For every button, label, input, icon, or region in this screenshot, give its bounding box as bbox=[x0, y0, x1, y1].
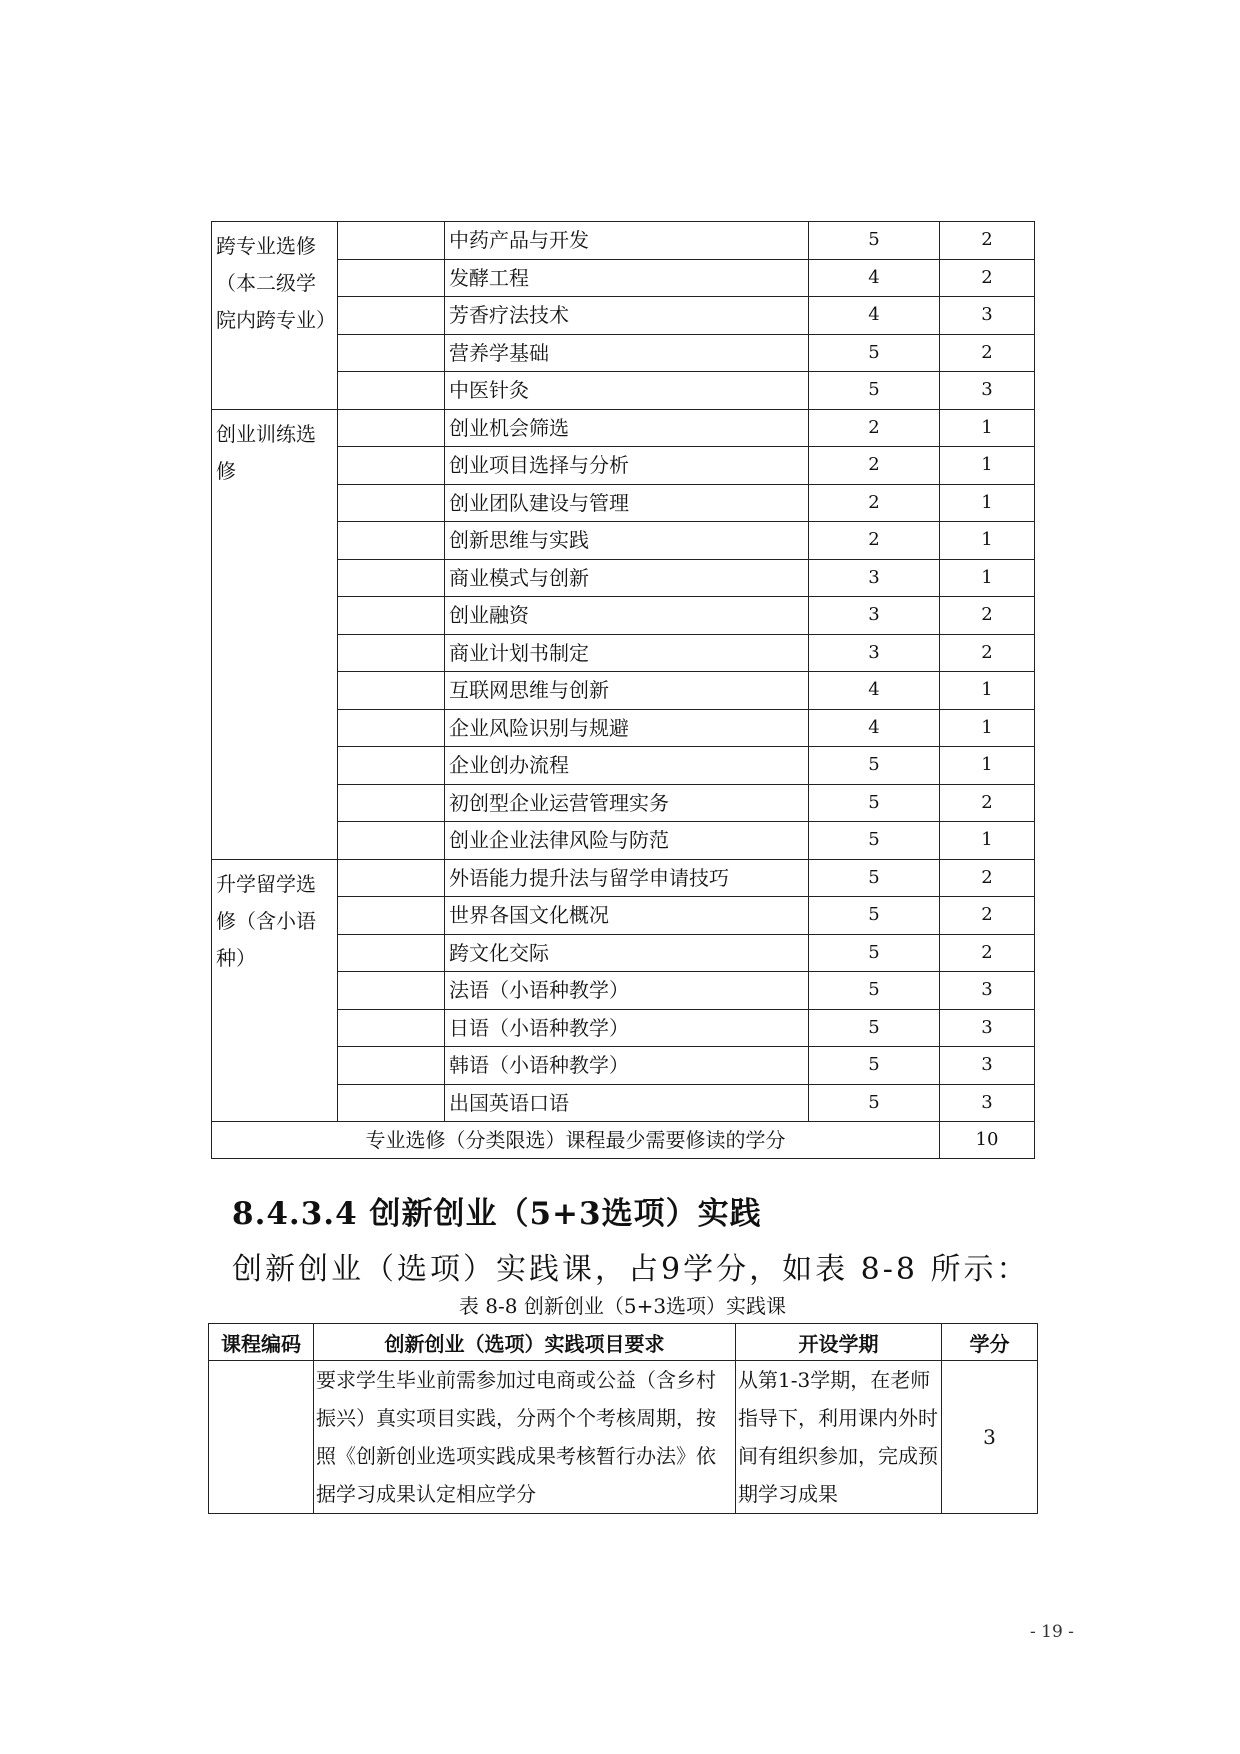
credits-cell: 3 bbox=[940, 1084, 1035, 1122]
course-table-body bbox=[212, 222, 1035, 1159]
total-label: 专业选修（分类限选）课程最少需要修读的学分 bbox=[212, 1122, 940, 1159]
course-name-cell: 创业融资 bbox=[445, 597, 809, 635]
term-cell: 4 bbox=[809, 297, 940, 335]
total-row bbox=[212, 1122, 1035, 1159]
category-cell: 跨专业选修（本二级学院内跨专业） bbox=[212, 222, 338, 410]
blank-cell bbox=[338, 784, 445, 822]
blank-cell bbox=[338, 447, 445, 485]
term-cell: 2 bbox=[809, 522, 940, 560]
course-name-cell: 创新思维与实践 bbox=[445, 522, 809, 560]
course-name-cell: 出国英语口语 bbox=[445, 1084, 809, 1122]
blank-cell bbox=[338, 372, 445, 410]
credits-cell: 2 bbox=[940, 222, 1035, 260]
term-cell: 5 bbox=[809, 934, 940, 972]
table-row bbox=[212, 409, 1035, 447]
blank-cell bbox=[338, 822, 445, 860]
blank-cell bbox=[338, 259, 445, 297]
term-cell: 3 bbox=[809, 597, 940, 635]
blank-cell bbox=[338, 222, 445, 260]
credits-cell: 3 bbox=[940, 372, 1035, 410]
table-row bbox=[212, 222, 1035, 260]
credits-cell: 2 bbox=[940, 897, 1035, 935]
course-name-cell: 世界各国文化概况 bbox=[445, 897, 809, 935]
term-cell: 5 bbox=[809, 372, 940, 410]
blank-cell bbox=[338, 747, 445, 785]
credits-cell: 2 bbox=[940, 784, 1035, 822]
practice-requirement: 要求学生毕业前需参加过电商或公益（含乡村振兴）真实项目实践，分两个个考核周期，按照《创新创业选项实践成果考核暂行办法》依据学习成果认定相应学分 bbox=[314, 1361, 736, 1514]
blank-cell bbox=[338, 1009, 445, 1047]
category-cell: 升学留学选修（含小语种） bbox=[212, 859, 338, 1122]
credits-cell: 1 bbox=[940, 822, 1035, 860]
blank-cell bbox=[338, 484, 445, 522]
credits-cell: 2 bbox=[940, 859, 1035, 897]
credits-cell: 1 bbox=[940, 522, 1035, 560]
course-name-cell: 法语（小语种教学） bbox=[445, 972, 809, 1010]
table-row bbox=[212, 859, 1035, 897]
practice-row bbox=[209, 1361, 1038, 1514]
intro-text: 创新创业（选项）实践课，占9学分，如表 8-8 所示： bbox=[232, 1252, 1030, 1287]
credits-cell: 2 bbox=[940, 334, 1035, 372]
course-name-cell: 创业企业法律风险与防范 bbox=[445, 822, 809, 860]
blank-cell bbox=[338, 297, 445, 335]
blank-cell bbox=[338, 334, 445, 372]
course-name-cell: 互联网思维与创新 bbox=[445, 672, 809, 710]
blank-cell bbox=[338, 934, 445, 972]
term-cell: 5 bbox=[809, 784, 940, 822]
term-cell: 5 bbox=[809, 859, 940, 897]
course-name-cell: 中医针灸 bbox=[445, 372, 809, 410]
blank-cell bbox=[338, 859, 445, 897]
term-cell: 4 bbox=[809, 709, 940, 747]
course-name-cell: 外语能力提升法与留学申请技巧 bbox=[445, 859, 809, 897]
course-name-cell: 芳香疗法技术 bbox=[445, 297, 809, 335]
course-name-cell: 发酵工程 bbox=[445, 259, 809, 297]
credits-cell: 1 bbox=[940, 409, 1035, 447]
blank-cell bbox=[338, 634, 445, 672]
term-cell: 4 bbox=[809, 672, 940, 710]
term-cell: 4 bbox=[809, 259, 940, 297]
course-name-cell: 企业创办流程 bbox=[445, 747, 809, 785]
blank-cell bbox=[338, 709, 445, 747]
course-name-cell: 商业模式与创新 bbox=[445, 559, 809, 597]
credits-cell: 2 bbox=[940, 934, 1035, 972]
blank-cell bbox=[338, 972, 445, 1010]
credits-cell: 2 bbox=[940, 634, 1035, 672]
practice-header-row bbox=[209, 1324, 1038, 1361]
term-cell: 2 bbox=[809, 447, 940, 485]
section-heading: 8.4.3.4 创新创业（5+3选项）实践 bbox=[232, 1196, 762, 1232]
total-value: 10 bbox=[940, 1122, 1035, 1159]
term-cell: 5 bbox=[809, 747, 940, 785]
category-cell: 创业训练选修 bbox=[212, 409, 338, 859]
term-cell: 3 bbox=[809, 559, 940, 597]
practice-course-table bbox=[208, 1323, 1038, 1514]
credits-cell: 3 bbox=[940, 1047, 1035, 1085]
header-credits: 学分 bbox=[942, 1324, 1038, 1361]
term-cell: 5 bbox=[809, 897, 940, 935]
credits-cell: 1 bbox=[940, 559, 1035, 597]
practice-course-code bbox=[209, 1361, 314, 1514]
blank-cell bbox=[338, 1047, 445, 1085]
practice-term: 从第1-3学期，在老师指导下，利用课内外时间有组织参加，完成预期学习成果 bbox=[736, 1361, 942, 1514]
course-name-cell: 创业机会筛选 bbox=[445, 409, 809, 447]
credits-cell: 2 bbox=[940, 259, 1035, 297]
header-requirement: 创新创业（选项）实践项目要求 bbox=[314, 1324, 736, 1361]
term-cell: 5 bbox=[809, 822, 940, 860]
course-name-cell: 创业团队建设与管理 bbox=[445, 484, 809, 522]
term-cell: 5 bbox=[809, 1084, 940, 1122]
term-cell: 5 bbox=[809, 972, 940, 1010]
course-name-cell: 营养学基础 bbox=[445, 334, 809, 372]
term-cell: 2 bbox=[809, 409, 940, 447]
credits-cell: 3 bbox=[940, 972, 1035, 1010]
header-course-code: 课程编码 bbox=[209, 1324, 314, 1361]
course-name-cell: 商业计划书制定 bbox=[445, 634, 809, 672]
credits-cell: 1 bbox=[940, 672, 1035, 710]
term-cell: 2 bbox=[809, 484, 940, 522]
term-cell: 5 bbox=[809, 1009, 940, 1047]
course-name-cell: 创业项目选择与分析 bbox=[445, 447, 809, 485]
blank-cell bbox=[338, 672, 445, 710]
header-term: 开设学期 bbox=[736, 1324, 942, 1361]
credits-cell: 2 bbox=[940, 597, 1035, 635]
blank-cell bbox=[338, 409, 445, 447]
course-name-cell: 日语（小语种教学） bbox=[445, 1009, 809, 1047]
credits-cell: 1 bbox=[940, 484, 1035, 522]
credits-cell: 3 bbox=[940, 297, 1035, 335]
course-name-cell: 韩语（小语种教学） bbox=[445, 1047, 809, 1085]
term-cell: 3 bbox=[809, 634, 940, 672]
course-name-cell: 初创型企业运营管理实务 bbox=[445, 784, 809, 822]
credits-cell: 3 bbox=[940, 1009, 1035, 1047]
table-caption: 表 8-8 创新创业（5+3选项）实践课 bbox=[458, 1294, 787, 1318]
course-name-cell: 跨文化交际 bbox=[445, 934, 809, 972]
term-cell: 5 bbox=[809, 334, 940, 372]
credits-cell: 1 bbox=[940, 709, 1035, 747]
elective-course-table bbox=[211, 221, 1035, 1159]
term-cell: 5 bbox=[809, 1047, 940, 1085]
credits-cell: 1 bbox=[940, 747, 1035, 785]
blank-cell bbox=[338, 1084, 445, 1122]
blank-cell bbox=[338, 897, 445, 935]
blank-cell bbox=[338, 522, 445, 560]
blank-cell bbox=[338, 597, 445, 635]
credits-cell: 1 bbox=[940, 447, 1035, 485]
course-name-cell: 企业风险识别与规避 bbox=[445, 709, 809, 747]
page-number: - 19 - bbox=[1030, 1622, 1074, 1642]
term-cell: 5 bbox=[809, 222, 940, 260]
course-name-cell: 中药产品与开发 bbox=[445, 222, 809, 260]
practice-credits: 3 bbox=[942, 1361, 1038, 1514]
blank-cell bbox=[338, 559, 445, 597]
